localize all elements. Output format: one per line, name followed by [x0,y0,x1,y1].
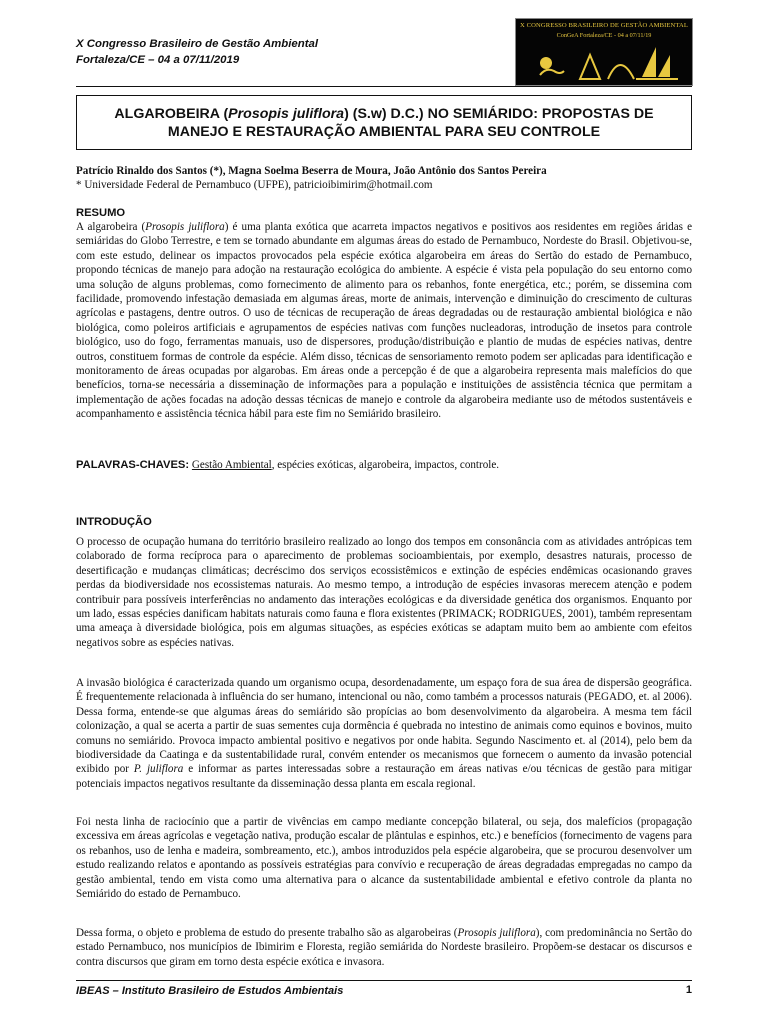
authors: Patrício Rinaldo dos Santos (*), Magna Soelma Beserra de Moura, João Antônio dos Santos Pereira [76,165,547,177]
page-number: 1 [685,984,692,996]
title-box [76,95,692,150]
p2-text-start: A invasão biológica é caracterizada quando um organismo ocupa, desordenadamente, um espaço fora de sua área de dispersão geográfica. É frequentemente relacionada à influência do ser humano, intencional ou não, como também a processos naturais (PEGADO, et. al 2006). Dessa forma, entende-se que algumas áreas do semiárido são propícias ao bom desenvolvimento da algarobeira. A mesma tem fácil colonização, a qual se acerta a partir de suas sementes cuja dormência é quebrada no intestino de animais como equinos e bovinos, muito comuns no semiárido. Provoca impacto ambiental positivo e negativos por onde habita. Segundo Nascimento et. al (2014), pelo bem da biodiversidade da Caatinga e da sustentabilidade rural, convém entender os mecanismos que fornecem o aumento da invasão potencial exibido por [76,677,692,776]
p2-species: P. juliflora [133,763,184,776]
resumo-paragraph [76,220,692,422]
title-part-2: ) (S.w) D.C.) NO SEMIÁRIDO: PROPOSTAS DE [344,106,654,122]
resumo-heading: RESUMO [76,207,126,219]
title-line-2: MANEJO E RESTAURAÇÃO AMBIENTAL PARA SEU CONTROLE [167,124,601,140]
p4-species: Prosopis juliflora [457,927,536,939]
header-divider [76,86,692,87]
intro-paragraph-3: Foi nesta linha de raciocínio que a partir de vivências em campo mediante concepção bilateral, ou seja, dos malefícios (propagação excessiva em áreas agrícolas e vegetação nativa, produção escalar de plântulas e espinhos, etc.) e benefícios (fornecimento de vagens para os rebanhos, uso de lenha e madeira, sombreamento, etc.), ambos introduzidos pela espécie algarobeira, que se procurou desenvolver um estudo realizando relatos e apontando as possíveis estratégias para convívio e recuperação de áreas degradadas empregadas no campo da gestão ambiental, tendo em vista como uma alternativa para o alcance da sustentabilidade ambiental e efetivo controle da planta no Semiárido do estado de Pernambuco. [76,816,692,901]
keywords-rest: , espécies exóticas, algarobeira, impactos, controle. [271,459,500,471]
conference-header [76,36,318,68]
resumo-text-body: ) é uma planta exótica que acarreta impactos negativos e positivos aos residentes em regiões áridas e semiáridas do Globo Terrestre, e tem se tornado abundante em algumas áreas do estado de Pernambuco, Nordeste do Brasil. Objetivou-se, com este estudo, delinear os impactos provocados pela espécie exótica algarobeira em áreas do Sertão do estado de Pernambuco, propondo técnicas de manejo para adoção na restauração ecológica do ambiente. A espécie é vista pela população do seu entorno como uma solução de alguns problemas, como fornecimento de alimento para os rebanhos, fonte energética, etc.; porém, se dissemina com facilidade, promovendo infestação demasiada em algumas áreas, morte de animais, intervenção e diminuição do crescimento de culturas agrícolas e pastagens, dentre outros. O uso de técnicas de recuperação de áreas degradadas ou de restauração ambiental biológica e não biológica, como poleiros artificiais e agrupamentos de espécies nativas com funções nucleadoras, introdução de insetos para controle biológico, uso do fogo, ferramentas manuais, uso de dispersores, produção/distribuição e plantio de mudas de espécies nativas, dentre outros, constituem formas de controle da espécie. Além disso, técnicas de sensoriamento remoto podem ser aplicadas para identificação e monitoramento de áreas ocupadas por algarobas. Em áreas onde a percepção é de que a algarobeira representa mais malefícios do que benefícios, torna-se necessária a disseminação de informações para a população e instituições de assistência técnica que permitam a implementação de ações focadas na adoção dessas técnicas de manejo e controle da algarobeira mediante uso de métodos sustentáveis e acompanhamento e assistência técnica hábil para este fim no Semiárido brasileiro. [76,221,692,421]
logo-subtitle: ConGeA Fortaleza/CE - 04 a 07/11/19 [556,32,652,39]
keyword-link[interactable]: Gestão Ambiental [191,459,272,471]
p4-text-end: ), com predominância no Sertão do estado Pernambuco, nos municípios de Ibimirim e Floresta, região semiárida do Nordeste brasileiro. Propõem-se destacar os discursos e contra discursos que giram em torno desta espécie exótica e invasora. [76,927,692,968]
conference-logo [515,18,693,86]
introducao-heading: INTRODUÇÃO [76,516,152,528]
conference-name: X Congresso Brasileiro de Gestão Ambiental [76,38,319,50]
conference-location-date: Fortaleza/CE – 04 a 07/11/2019 [76,54,240,66]
logo-sun-sail-icon [524,41,684,83]
paper-title [77,105,691,141]
keywords [76,458,692,472]
footer-divider [76,980,692,981]
resumo-species: Prosopis juliflora [145,221,225,233]
resumo-text-start: A algarobeira ( [76,221,146,233]
keywords-label: PALAVRAS-CHAVES: [76,459,190,471]
intro-paragraph-1: O processo de ocupação humana do território brasileiro realizado ao longo dos tempos em consonância com as atividades antrópicas tem colaborado de forma recíproca para o aparecimento de problemas socioambientais, por exemplo, desastres naturais, processo de desertificação e mudanças climáticas; decréscimo dos serviços ecossistêmicos e extinção de espécies endêmicas ocasionando graves perdas da biodiversidade nos ecossistemas naturais. Ao mesmo tempo, a introdução de espécies invasoras merecem atenção e podem contribuir para possíveis interferências no andamento das interações ecológicas e da diversidade genética dos organismos. Enquanto por um lado, essas espécies danificam habitats naturais como fauna e flora existentes (PRIMACK; RODRIGUES, 2001), também representam uma ameaça à diversidade biológica, pois em algumas situações, as espécies exóticas se adaptam muito bem ao ambiente com efeitos negativos sobre as espécies nativas. [76,536,692,649]
logo-title: X CONGRESSO BRASILEIRO DE GESTÃO AMBIENTAL [520,22,688,29]
intro-paragraph-4 [76,926,692,969]
affiliation: * Universidade Federal de Pernambuco (UFPE), patricioibimirim@hotmail.com [76,179,433,191]
title-part-1: ALGAROBEIRA ( [114,106,229,122]
footer-institute: IBEAS – Instituto Brasileiro de Estudos Ambientais [76,985,344,997]
intro-paragraph-2 [76,676,692,791]
p4-text-start: Dessa forma, o objeto e problema de estudo do presente trabalho são as algarobeiras ( [76,927,458,939]
title-species: Prosopis juliflora [228,106,345,122]
p2-text-end: e informar as partes interessadas sobre a restauração em áreas nativas e/ou técnicas de gestão para mitigar potenciais impactos negativos resultante da disseminação dessa planta em escala regional. [76,763,692,790]
